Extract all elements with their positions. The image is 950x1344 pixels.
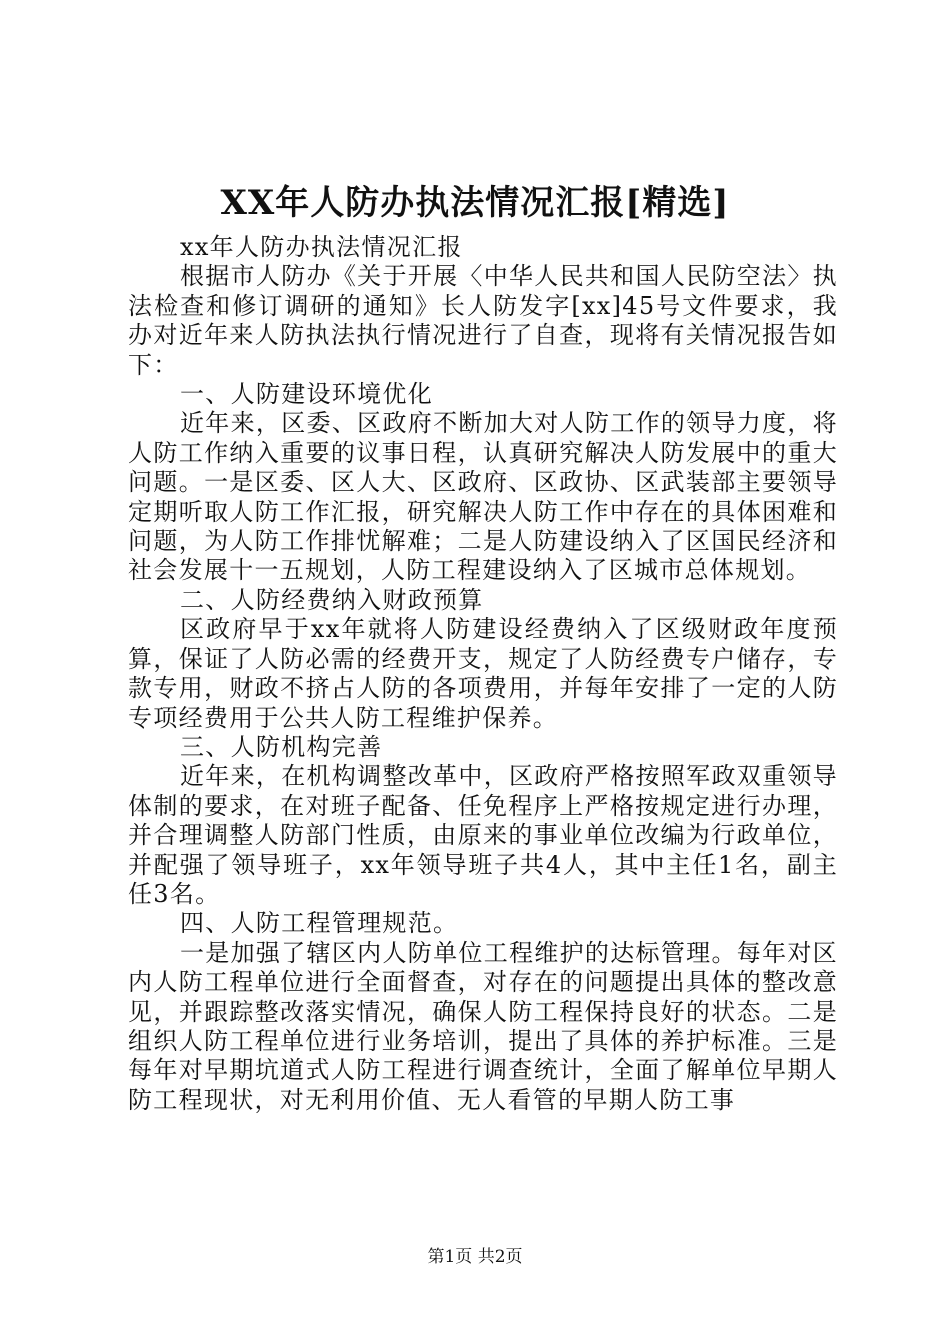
section-heading-2: 二、人防经费纳入财政预算 — [180, 585, 484, 614]
intro-paragraph: 根据市人防办《关于开展〈中华人民共和国人民防空法〉执法检查和修订调研的通知》长人防发字[xx]45号文件要求，我办对近年来人防执法执行情况进行了自查，现将有关情况报告如下： — [128, 262, 838, 379]
document-title: XX年人防办执法情况汇报[精选] — [220, 183, 730, 223]
section-heading-4: 四、人防工程管理规范。 — [180, 909, 459, 938]
section-heading-1: 一、人防建设环境优化 — [180, 380, 433, 409]
section-paragraph-2: 区政府早于xx年就将人防建设经费纳入了区级财政年度预算，保证了人防必需的经费开支，规定了人防经费专户储存，专款专用，财政不挤占人防的各项费用，并每年安排了一定的人防专项经费用于公共人防工程维护保养。 — [128, 615, 838, 732]
section-paragraph-3: 近年来，在机构调整改革中，区政府严格按照军政双重领导体制的要求，在对班子配备、任免程序上严格按规定进行办理，并合理调整人防部门性质，由原来的事业单位改编为行政单位，并配强了领导班子，xx年领导班子共4人，其中主任1名，副主任3名。 — [128, 762, 838, 908]
report-subtitle: xx年人防办执法情况汇报 — [180, 233, 463, 261]
section-paragraph-1: 近年来，区委、区政府不断加大对人防工作的领导力度，将人防工作纳入重要的议事日程，认真研究解决人防发展中的重大问题。一是区委、区人大、区政府、区政协、区武装部主要领导定期听取人防工作汇报，研究解决人防工作中存在的具体困难和问题，为人防工作排忧解难；二是人防建设纳入了区国民经济和社会发展十一五规划，人防工程建设纳入了区城市总体规划。 — [128, 409, 838, 585]
section-heading-3: 三、人防机构完善 — [180, 732, 383, 761]
page-footer: 第1页 共2页 — [427, 1247, 523, 1267]
document-body — [128, 233, 838, 1115]
section-paragraph-4: 一是加强了辖区内人防单位工程维护的达标管理。每年对区内人防工程单位进行全面督查，对存在的问题提出具体的整改意见，并跟踪整改落实情况，确保人防工程保持良好的状态。二是组织人防工程单位进行业务培训，提出了具体的养护标准。三是每年对早期坑道式人防工程进行调查统计，全面了解单位早期人防工程现状，对无利用价值、无人看管的早期人防工事 — [128, 938, 838, 1114]
